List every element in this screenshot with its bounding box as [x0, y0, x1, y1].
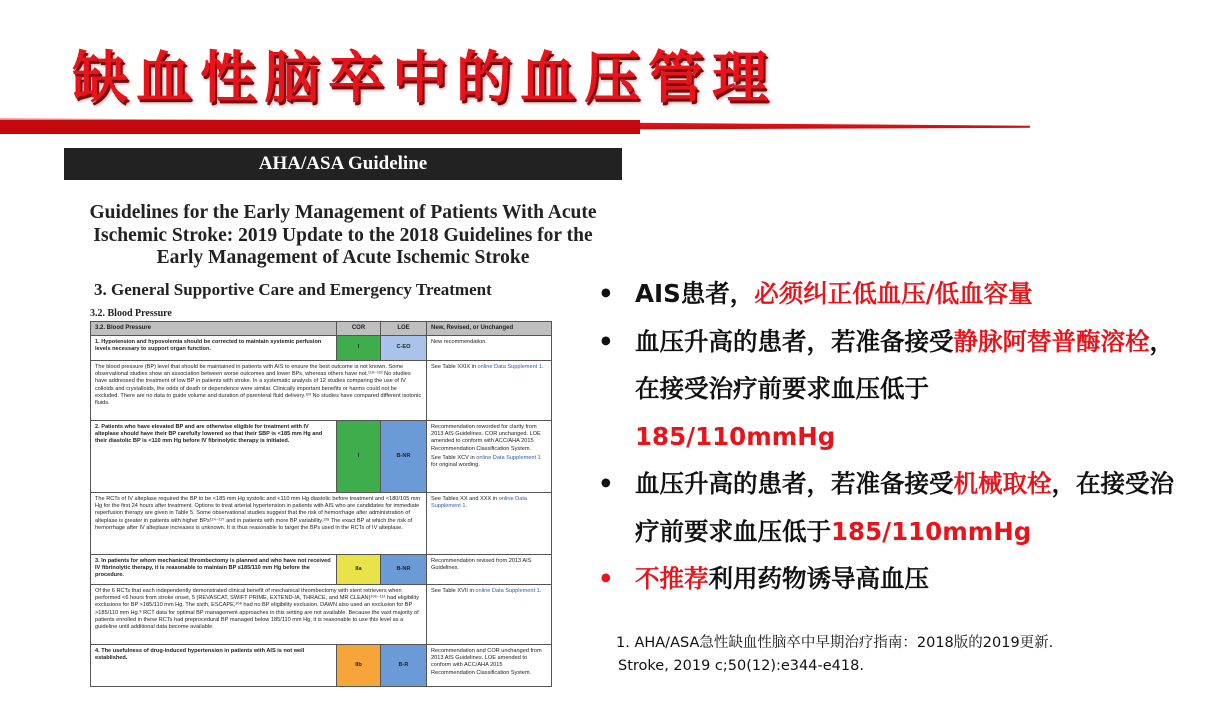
paper-title-line: Guidelines for the Early Management of Patients With Acute	[89, 202, 597, 223]
status-cell: Recommendation revised from 2013 AIS Guidelines.	[427, 555, 552, 585]
cor-badge: I	[337, 421, 381, 493]
bullet-highlight: 185/110mmHg	[831, 516, 1032, 546]
title-underline-dark	[0, 120, 640, 134]
table-row	[91, 421, 552, 493]
loe-badge: B-R	[381, 645, 427, 687]
bullet-highlight: 静脉阿替普酶溶栓	[953, 326, 1150, 356]
evidence-note: The blood pressure (BP) level that should be maintained in patients with AIS to ensure the best outcome is not known. Some observational studies show an association between worse outcomes and lower BPs, whereas others have not.¹¹⁸⁻¹²² No studies have addressed the treatment of low BP in patients with stroke. In a systematic analysis of 12 studies comparing the use of IV colloids and crystalloids, the odds of death or dependence were similar. Clinically important benefits or harms could not be excluded. There are no data to guide volume and duration of parenteral fluid delivery.¹²³ No studies have compared different isotonic fluids.	[91, 361, 427, 421]
aha-asa-banner: AHA/ASA Guideline	[64, 148, 622, 180]
bullet-text: 利用药物诱导高血压	[708, 564, 929, 593]
section-heading: 3. General Supportive Care and Emergency Treatment	[94, 279, 492, 299]
status-cell: Recommendation and COR unchanged from 2013 AIS Guidelines. LOE amended to conform with ACC/AHA 2015 Recommendation Classification System.	[427, 645, 552, 687]
data-supplement-link[interactable]: online Data Supplement 1	[431, 496, 527, 510]
loe-badge: C-EO	[381, 336, 427, 361]
bullet-point	[598, 460, 1198, 555]
bullet-marker: •	[598, 279, 614, 308]
cor-badge: IIa	[337, 555, 381, 585]
key-points	[598, 270, 1198, 603]
guideline-excerpt	[64, 148, 622, 319]
table-row	[91, 336, 552, 361]
bullet-highlight: 185/110mmHg	[635, 421, 836, 451]
subsection-heading: 3.2. Blood Pressure	[90, 307, 172, 319]
table-row	[91, 555, 552, 585]
table-header: New, Revised, or Unchanged	[427, 322, 552, 336]
data-supplement-link[interactable]: online Data Supplement 1	[476, 454, 541, 461]
bullet-highlight: 不推荐	[635, 564, 709, 593]
status-text: .	[539, 588, 542, 594]
status-cell	[427, 493, 552, 555]
loe-badge: B-NR	[381, 555, 427, 585]
bullet-text: 血压升高的患者，若准备接受	[635, 469, 954, 498]
status-cell	[427, 585, 552, 645]
table-row	[91, 585, 552, 645]
recommendation-cell: 3. In patients for whom mechanical thrombectomy is planned and who have not received IV fibrinolytic therapy, it is reasonable to maintain BP ≤185/110 mm Hg before the procedure.	[91, 555, 337, 585]
status-text: .	[465, 503, 468, 510]
bullet-point	[598, 555, 1198, 603]
blood-pressure-table	[90, 321, 552, 687]
bullet-point	[598, 270, 1198, 318]
status-text: See Table XCV in	[431, 454, 477, 461]
bullet-text: ，在接受治疗前要求血压低于	[635, 326, 1174, 403]
loe-badge: B-NR	[381, 421, 427, 493]
table-row	[91, 361, 552, 421]
status-cell	[427, 421, 552, 493]
status-text: See Table XVII in	[431, 588, 476, 594]
status-cell: New recommendation.	[427, 336, 552, 361]
table-row	[91, 645, 552, 687]
status-text: See Tables XX and XXX in	[431, 496, 499, 502]
table-header-row	[91, 322, 552, 336]
table-row	[91, 493, 552, 555]
bullet-text: ，在接受治疗前要求血压低于	[635, 469, 1174, 546]
evidence-note: Of the 6 RCTs that each independently demonstrated clinical benefit of mechanical thrombectomy with stent retrievers when performed <6 hours from stroke onset, 5 (REVASCAT, SWIFT PRIME, EXTEND-IA, THRACE, and MR CLEAN)¹⁰⁶⁻¹¹² had eligibility exclusions for BP >185/110 mm Hg. The sixth, ESCAPE,¹⁰⁸ had no BP eligibility exclusion. DAWN also used an exclusion for BP >185/110 mm Hg.⁸ RCT data for optimal BP management approaches in this setting are not available. Because the vast majority of patients enrolled in these RCTs had preprocedural BP managed below 185/110 mm Hg, it is reasonable to use this level as a guideline until additional data become available.	[91, 585, 427, 645]
recommendation-cell: 2. Patients who have elevated BP and are otherwise eligible for treatment with IV alteplase should have their BP carefully lowered so that their SBP is <185 mm Hg and their diastolic BP is <110 mm Hg before IV fibrinolytic therapy is initiated.	[91, 421, 337, 493]
bullet-text: AIS患者，	[635, 279, 755, 308]
bullet-highlight: 机械取栓	[953, 469, 1052, 498]
status-text: See Table XXIX in	[431, 364, 478, 370]
paper-title-line: Ischemic Stroke: 2019 Update to the 2018 Guidelines for the	[93, 224, 593, 246]
recommendation-cell: 1. Hypotension and hypovolemia should be corrected to maintain systemic perfusion levels necessary to support organ function.	[91, 336, 337, 361]
table-header: COR	[337, 322, 381, 336]
status-text: .	[541, 364, 544, 370]
evidence-note: The RCTs of IV alteplase required the BP to be <185 mm Hg systolic and <110 mm Hg diastolic before treatment and <180/105 mm Hg for the first 24 hours after treatment. Options to treat arterial hypertension in patients with AIS who are candidates for immediate reperfusion therapy are given in Table 5. Some observational studies suggest that the risk of hemorrhage after administration of alteplase is greater in patients with higher BPs¹²⁴⁻¹²⁷ and in patients with more BP variability.¹²⁸ The exact BP at which the risk of hemorrhage after IV alteplase increases is unknown. It is thus reasonable to target the BPs used in the RCTs of IV alteplase.	[91, 493, 427, 555]
bullet-marker: •	[598, 564, 614, 593]
table-header: LOE	[381, 322, 427, 336]
data-supplement-link[interactable]: online Data Supplement 1	[475, 588, 540, 594]
bullet-point	[598, 318, 1198, 461]
status-text: Recommendation reworded for clarity from 2013 AIS Guidelines. COR unchanged. LOE amended to conform with ACC/AHA 2015 Recommendation Classification System.	[431, 424, 541, 452]
table-header: 3.2. Blood Pressure	[91, 322, 337, 336]
reference-line: Stroke, 2019 c;50(12):e344-e418.	[618, 658, 864, 674]
bullet-text: 血压升高的患者，若准备接受	[635, 326, 954, 356]
bullet-marker: •	[598, 326, 614, 356]
paper-title-line: Early Management of Acute Ischemic Stroke	[156, 247, 530, 268]
recommendation-cell: 4. The usefulness of drug-induced hypertension in patients with AIS is not well established.	[91, 645, 337, 687]
status-ref	[431, 455, 547, 469]
data-supplement-link[interactable]: online Data Supplement 1	[477, 364, 542, 370]
reference-line: 1. AHA/ASA急性缺血性脑卒中早期治疗指南：2018版的2019更新.	[616, 635, 1054, 651]
status-text: for original wording.	[431, 462, 480, 469]
bullet-highlight: 必须纠正低血压/低血容量	[754, 279, 1033, 308]
paper-title	[64, 202, 622, 270]
bullet-marker: •	[598, 469, 614, 498]
status-cell	[427, 361, 552, 421]
cor-badge: I	[337, 336, 381, 361]
reference-citation	[616, 632, 1176, 678]
cor-badge: IIb	[337, 645, 381, 687]
slide-title: 缺血性脑卒中的血压管理	[72, 46, 776, 111]
